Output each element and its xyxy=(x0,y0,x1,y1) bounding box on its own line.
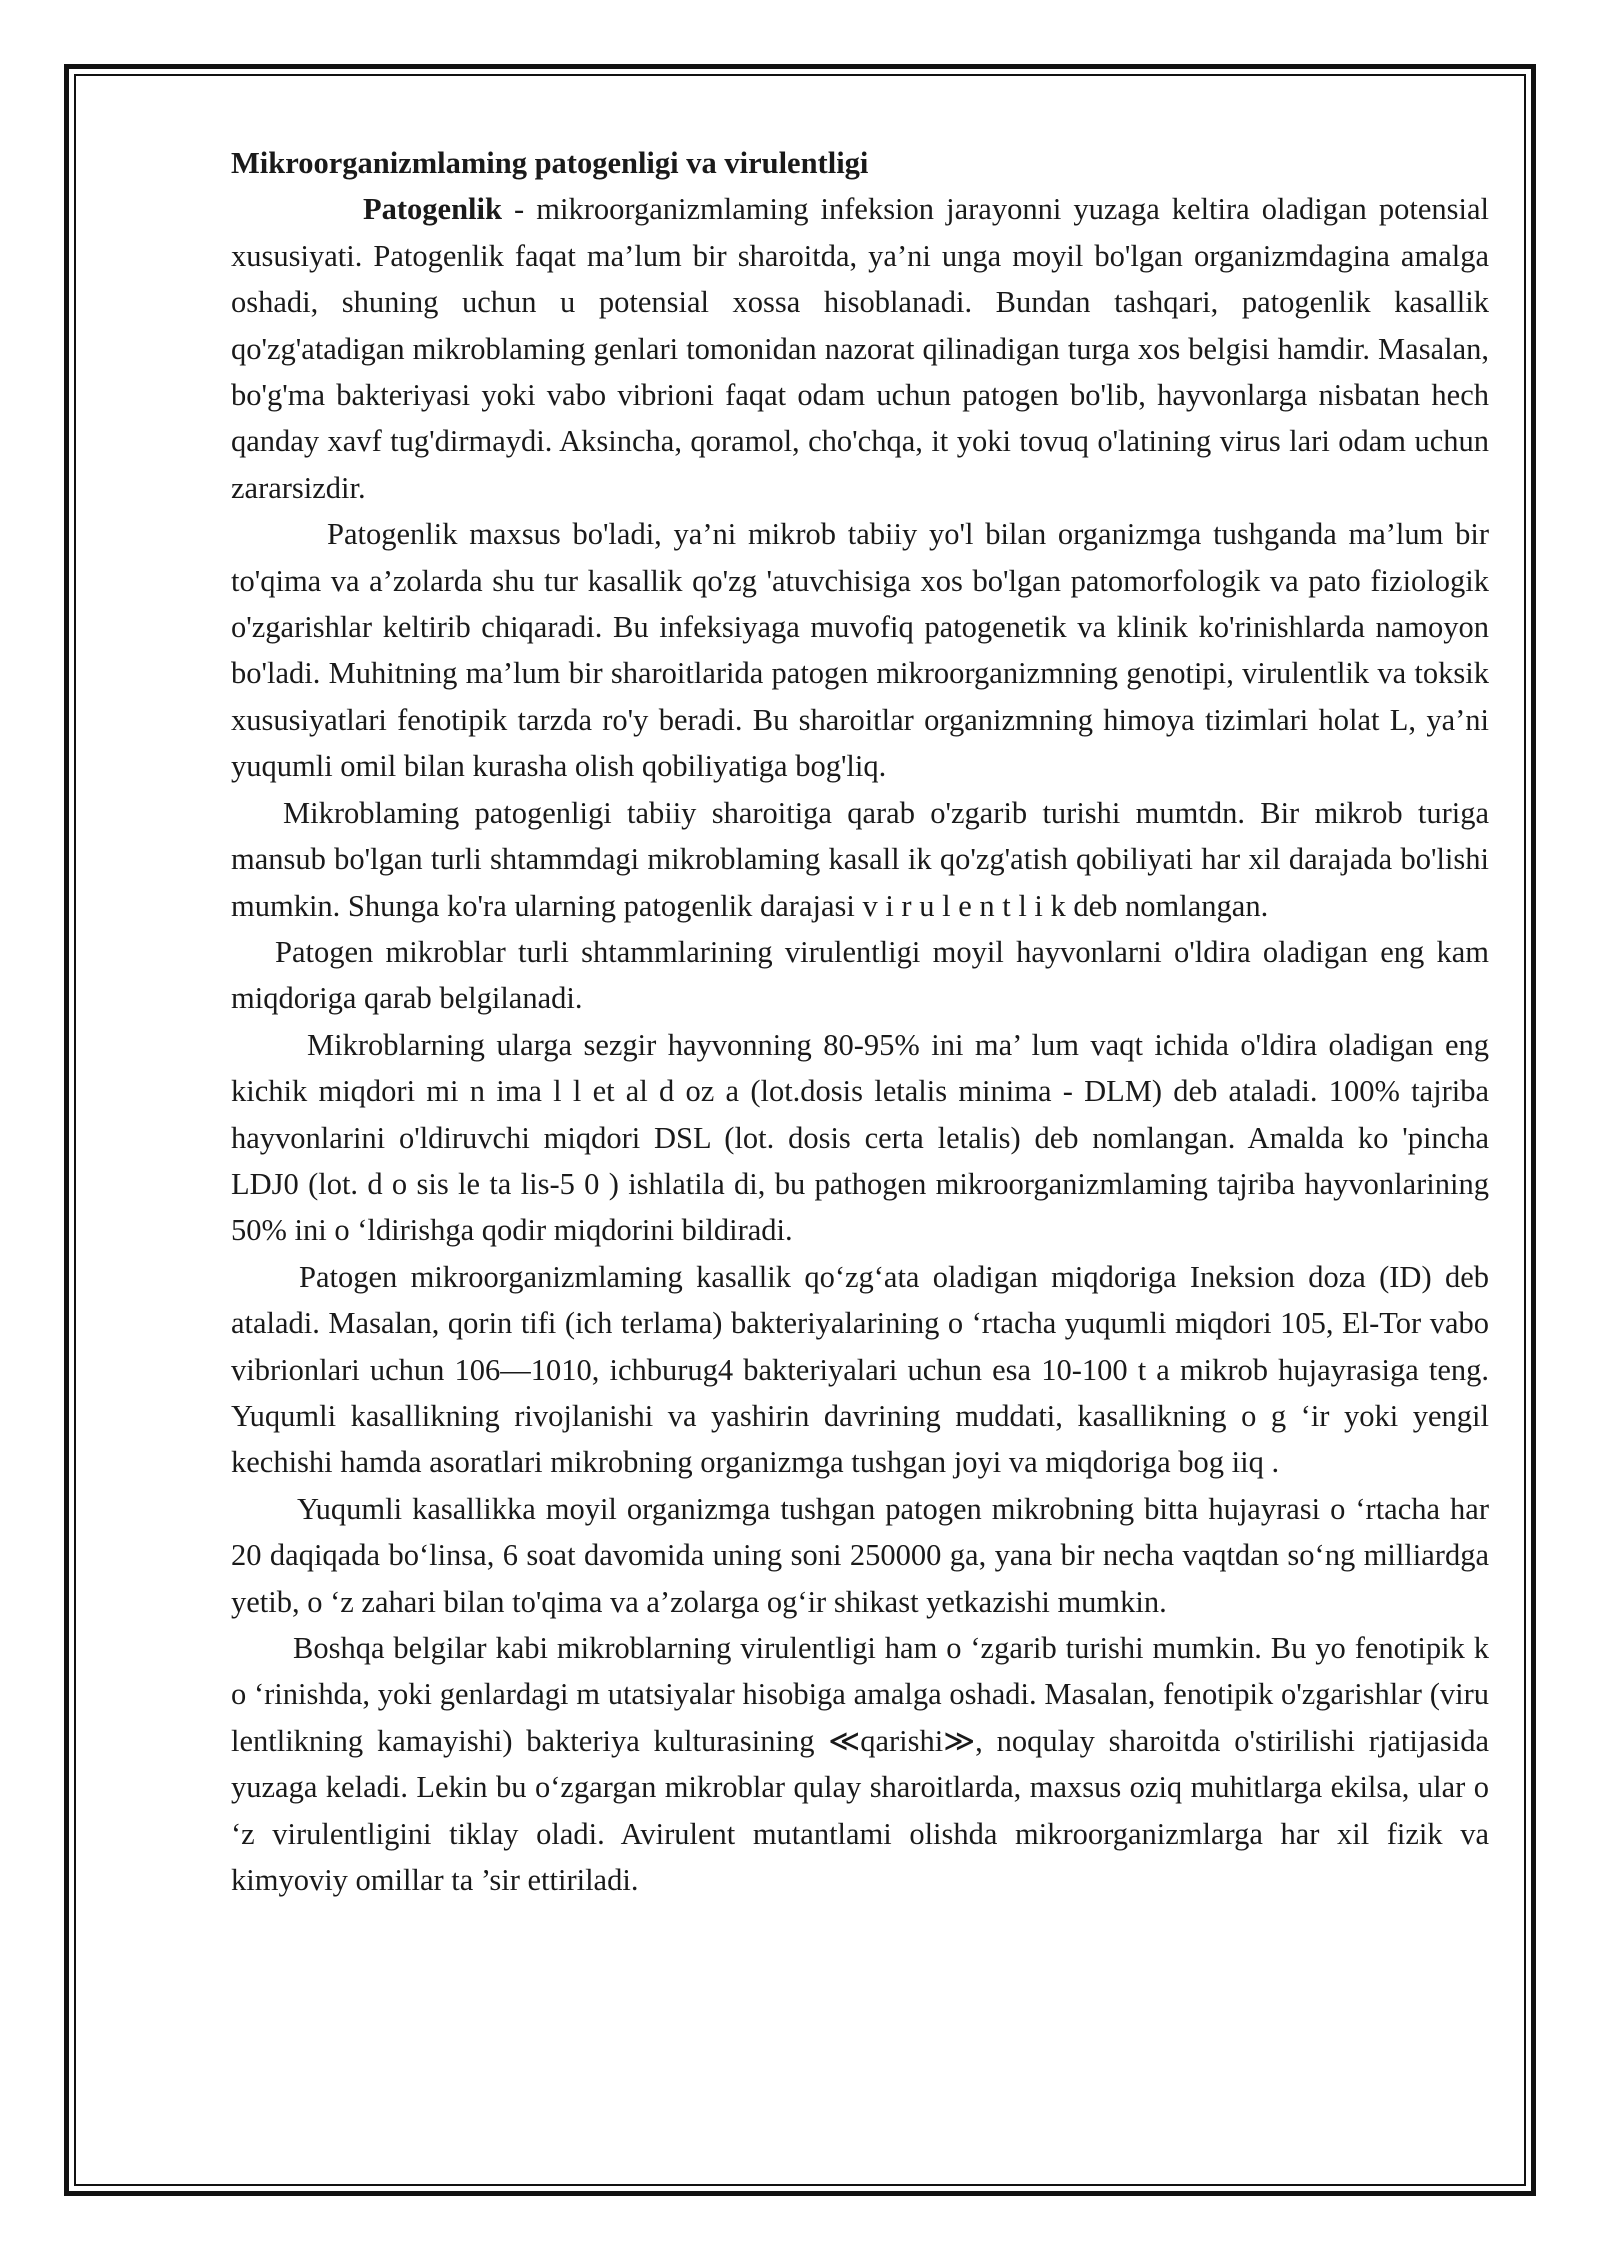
document-title: Mikroorganizmlaming patogenligi va virulentligi xyxy=(231,146,869,180)
document-body xyxy=(231,140,1489,1903)
paragraph-4: Patogen mikroblar turli shtammlarining virulentligi moyil hayvonlarni o'ldira oladigan eng kam miqdoriga qarab belgilanadi. xyxy=(231,934,1489,1016)
paragraph-5: Mikroblarning ularga sezgir hayvonning 80-95% ini ma’ lum vaqt ichida o'ldira oladigan eng kichik miqdori mi n ima l l et al d oz a (lot.dosis letalis minima - DLM) deb ataladi. 100% tajriba hayvonlarini o'ldiruvchi miqdori DSL (lot. dosis certa letalis) deb nomlangan. Amalda ko 'pincha LDJ0 (lot. d o sis le ta lis-5 0 ) ishlatila di, bu pathogen mikroorganizmlaming tajriba hayvonlarining 50% ini o ‘ldirishga qodir miqdorini bildiradi. xyxy=(231,1027,1489,1248)
paragraph-2: Patogenlik maxsus bo'ladi, ya’ni mikrob tabiiy yo'l bilan organizmga tushganda ma’lum bir to'qima va a’zolarda shu tur kasallik qo'zg 'atuvchisiga xos bo'lgan patomorfologik va pato fiziologik o'zgarishlar keltirib chiqaradi. Bu infeksiyaga muvofiq patogenetik va klinik ko'rinishlarda namoyon bo'ladi. Muhitning ma’lum bir sharoitlarida patogen mikroorganizmning genotipi, virulentlik va toksik xususiyatlari fenotipik tarzda ro'y beradi. Bu sharoitlar organizmning himoya tizimlari holat L, ya’ni yuqumli omil bilan kurasha olish qobiliyatiga bog'liq. xyxy=(231,517,1489,784)
paragraph-1 xyxy=(231,186,1489,511)
paragraph-8: Boshqa belgilar kabi mikroblarning virulentligi ham o ‘zgarib turishi mumkin. Bu yo fenotipik k o ‘rinishda, yoki genlardagi m utatsiyalar hisobiga amalga oshadi. Masalan, fenotipik o'zgarishlar (viru lentlikning kamayishi) bakteriya kulturasining ≪qarishi≫, noqulay sharoitda o'stirilishi rjatijasida yuzaga keladi. Lekin bu o‘zgargan mikroblar qulay sharoitlarda, maxsus oziq muhitlarga ekilsa, ular o ‘z virulentligini tiklay oladi. Avirulent mutantlami olishda mikroorganizmlarga har xil fizik va kimyoviy omillar ta ’sir ettiriladi. xyxy=(231,1631,1489,1898)
paragraph-7: Yuqumli kasallikka moyil organizmga tushgan patogen mikrobning bitta hujayrasi o ‘rtacha har 20 daqiqada bo‘linsa, 6 soat davomida uning soni 250000 ga, yana bir necha vaqtdan so‘ng milliardga yetib, o ‘z zahari bilan to'qima va a’zolarga og‘ir shikast yetkazishi mumkin. xyxy=(231,1491,1489,1619)
paragraph-3: Mikroblaming patogenligi tabiiy sharoitiga qarab o'zgarib turishi mumtdn. Bir mikrob turiga mansub bo'lgan turli shtammdagi mikroblaming kasall ik qo'zg'atish qobiliyati har xil darajada bo'lishi mumkin. Shunga ko'ra ularning patogenlik darajasi v i r u l e n t l i k deb nomlangan. xyxy=(231,795,1489,923)
paragraph-6: Patogen mikroorganizmlaming kasallik qo‘zg‘ata oladigan miqdoriga Ineksion doza (ID) deb ataladi. Masalan, qorin tifi (ich terlama) bakteriyalarining o ‘rtacha yuqumli miqdori 105, El-Tor vabo vibrionlari uchun 106—1010, ichburug4 bakteriyalari uchun esa 10-100 t a mikrob hujayrasiga teng. Yuqumli kasallikning rivojlanishi va yashirin davrining muddati, kasallikning o g ‘ir yoki yengil kechishi hamda asoratlari mikrobning organizmga tushgan joyi va miqdoriga bog iiq . xyxy=(231,1259,1489,1480)
paragraph-1-lead: Patogenlik xyxy=(363,192,502,227)
paragraph-1-text: - mikroorganizmlaming infeksion jarayonni yuzaga keltira oladigan potensial xususiyati. Patogenlik faqat ma’lum bir sharoitda, ya’ni unga moyil bo'lgan organizmdagina amalga oshadi, shuning uchun u potensial xossa hisoblanadi. Bundan tashqari, patogenlik kasallik qo'zg'atadigan mikroblaming genlari tomonidan nazorat qilinadigan turga xos belgisi hamdir. Masalan, bo'g'ma bakteriyasi yoki vabo vibrioni faqat odam uchun patogen bo'lib, hayvonlarga nisbatan hech qanday xavf tug'dirmaydi. Aksincha, qoramol, cho'chqa, it yoki tovuq o'latining virus lari odam uchun zararsizdir. xyxy=(231,192,1489,505)
